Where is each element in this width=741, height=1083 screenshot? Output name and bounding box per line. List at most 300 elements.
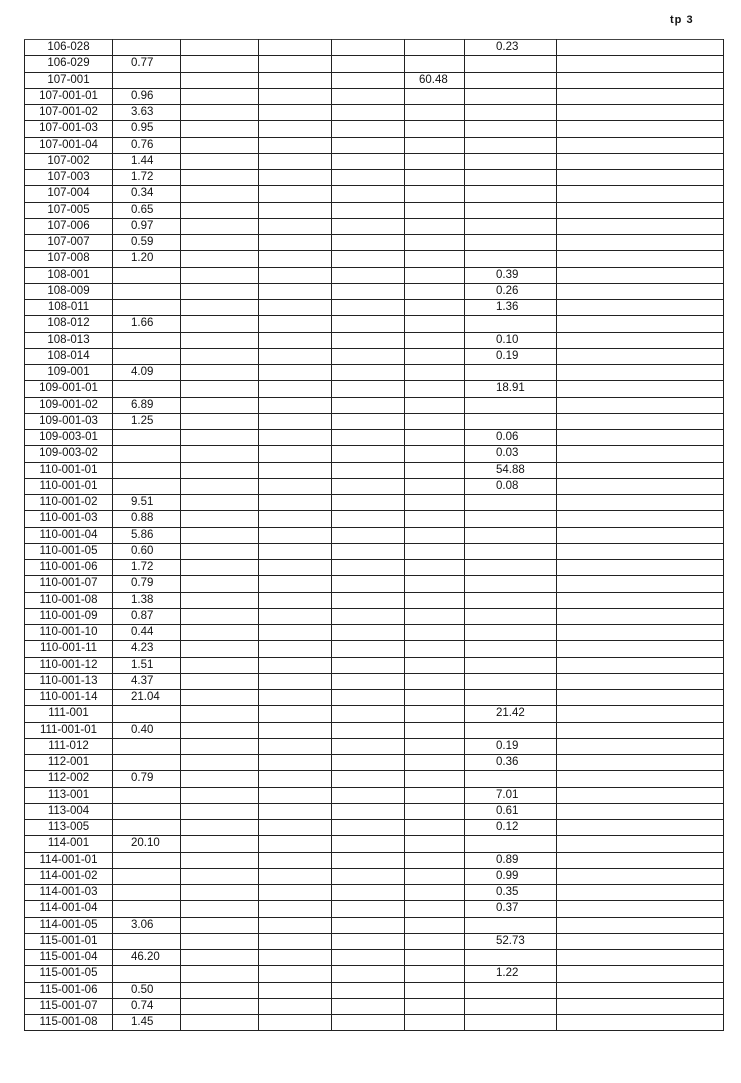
empty-cell — [181, 348, 259, 364]
value-col-a-cell: 0.65 — [113, 202, 181, 218]
empty-cell — [259, 706, 332, 722]
empty-cell — [259, 1015, 332, 1031]
parcel-code-cell: 110-001-14 — [25, 690, 113, 706]
table-row — [25, 105, 724, 121]
value-col-a-cell — [113, 901, 181, 917]
empty-cell — [181, 803, 259, 819]
empty-cell — [557, 787, 724, 803]
empty-cell — [181, 868, 259, 884]
value-col-a-cell — [113, 885, 181, 901]
empty-cell — [181, 105, 259, 121]
empty-cell — [332, 105, 405, 121]
parcel-code-cell: 107-004 — [25, 186, 113, 202]
value-col-f-cell — [465, 836, 557, 852]
value-col-e-cell — [405, 121, 465, 137]
empty-cell — [557, 885, 724, 901]
data-table — [24, 39, 724, 1031]
parcel-code-cell: 109-001-03 — [25, 413, 113, 429]
parcel-code-cell: 110-001-02 — [25, 495, 113, 511]
empty-cell — [557, 933, 724, 949]
value-col-f-cell — [465, 527, 557, 543]
empty-cell — [181, 998, 259, 1014]
empty-cell — [259, 381, 332, 397]
empty-cell — [259, 950, 332, 966]
parcel-code-cell: 113-001 — [25, 787, 113, 803]
parcel-code-cell: 114-001-01 — [25, 852, 113, 868]
value-col-f-cell — [465, 495, 557, 511]
empty-cell — [557, 966, 724, 982]
empty-cell — [332, 641, 405, 657]
value-col-e-cell — [405, 917, 465, 933]
table-row — [25, 478, 724, 494]
value-col-e-cell — [405, 153, 465, 169]
empty-cell — [181, 40, 259, 56]
empty-cell — [332, 657, 405, 673]
value-col-e-cell — [405, 316, 465, 332]
empty-cell — [181, 235, 259, 251]
parcel-code-cell: 109-001-01 — [25, 381, 113, 397]
empty-cell — [181, 511, 259, 527]
table-row — [25, 72, 724, 88]
value-col-e-cell — [405, 430, 465, 446]
value-col-a-cell: 3.06 — [113, 917, 181, 933]
empty-cell — [332, 478, 405, 494]
value-col-e-cell — [405, 803, 465, 819]
value-col-e-cell — [405, 235, 465, 251]
parcel-code-cell: 114-001-05 — [25, 917, 113, 933]
value-col-f-cell: 0.99 — [465, 868, 557, 884]
value-col-a-cell: 0.74 — [113, 998, 181, 1014]
empty-cell — [181, 722, 259, 738]
empty-cell — [332, 218, 405, 234]
value-col-f-cell — [465, 592, 557, 608]
empty-cell — [259, 868, 332, 884]
empty-cell — [259, 917, 332, 933]
empty-cell — [181, 153, 259, 169]
empty-cell — [259, 527, 332, 543]
value-col-f-cell: 0.26 — [465, 283, 557, 299]
empty-cell — [259, 72, 332, 88]
value-col-a-cell: 1.72 — [113, 170, 181, 186]
value-col-f-cell — [465, 365, 557, 381]
value-col-f-cell: 0.03 — [465, 446, 557, 462]
value-col-f-cell — [465, 576, 557, 592]
value-col-f-cell: 0.23 — [465, 40, 557, 56]
value-col-a-cell: 1.66 — [113, 316, 181, 332]
empty-cell — [332, 917, 405, 933]
table-row — [25, 933, 724, 949]
empty-cell — [557, 917, 724, 933]
table-row — [25, 365, 724, 381]
table-row — [25, 641, 724, 657]
table-row — [25, 218, 724, 234]
empty-cell — [557, 803, 724, 819]
value-col-a-cell: 1.38 — [113, 592, 181, 608]
empty-cell — [259, 397, 332, 413]
empty-cell — [259, 657, 332, 673]
value-col-a-cell — [113, 332, 181, 348]
empty-cell — [181, 560, 259, 576]
value-col-f-cell — [465, 982, 557, 998]
value-col-f-cell: 0.10 — [465, 332, 557, 348]
empty-cell — [557, 137, 724, 153]
empty-cell — [332, 836, 405, 852]
empty-cell — [332, 690, 405, 706]
value-col-e-cell — [405, 836, 465, 852]
value-col-e-cell — [405, 738, 465, 754]
value-col-e-cell — [405, 641, 465, 657]
empty-cell — [181, 592, 259, 608]
empty-cell — [181, 462, 259, 478]
table-row — [25, 1015, 724, 1031]
empty-cell — [259, 560, 332, 576]
value-col-e-cell — [405, 885, 465, 901]
value-col-f-cell — [465, 625, 557, 641]
value-col-a-cell: 0.95 — [113, 121, 181, 137]
parcel-code-cell: 114-001-04 — [25, 901, 113, 917]
empty-cell — [557, 202, 724, 218]
value-col-f-cell — [465, 316, 557, 332]
parcel-code-cell: 109-001-02 — [25, 397, 113, 413]
empty-cell — [557, 625, 724, 641]
table-row — [25, 673, 724, 689]
empty-cell — [557, 576, 724, 592]
empty-cell — [259, 755, 332, 771]
value-col-a-cell — [113, 820, 181, 836]
value-col-e-cell — [405, 608, 465, 624]
parcel-code-cell: 110-001-05 — [25, 543, 113, 559]
value-col-f-cell: 1.22 — [465, 966, 557, 982]
parcel-code-cell: 112-002 — [25, 771, 113, 787]
empty-cell — [332, 365, 405, 381]
empty-cell — [557, 820, 724, 836]
table-row — [25, 316, 724, 332]
value-col-f-cell — [465, 543, 557, 559]
value-col-e-cell — [405, 527, 465, 543]
value-col-f-cell: 0.39 — [465, 267, 557, 283]
empty-cell — [259, 365, 332, 381]
parcel-code-cell: 107-008 — [25, 251, 113, 267]
value-col-e-cell — [405, 495, 465, 511]
empty-cell — [259, 446, 332, 462]
empty-cell — [557, 657, 724, 673]
value-col-f-cell — [465, 170, 557, 186]
table-row — [25, 446, 724, 462]
parcel-code-cell: 108-009 — [25, 283, 113, 299]
table-row — [25, 170, 724, 186]
empty-cell — [557, 300, 724, 316]
value-col-a-cell — [113, 787, 181, 803]
empty-cell — [259, 283, 332, 299]
value-col-f-cell — [465, 608, 557, 624]
empty-cell — [557, 316, 724, 332]
value-col-f-cell — [465, 56, 557, 72]
value-col-a-cell — [113, 966, 181, 982]
empty-cell — [332, 446, 405, 462]
value-col-f-cell — [465, 202, 557, 218]
value-col-f-cell — [465, 186, 557, 202]
empty-cell — [557, 413, 724, 429]
empty-cell — [259, 625, 332, 641]
empty-cell — [259, 852, 332, 868]
empty-cell — [181, 1015, 259, 1031]
empty-cell — [181, 56, 259, 72]
value-col-e-cell — [405, 478, 465, 494]
empty-cell — [181, 836, 259, 852]
value-col-f-cell: 52.73 — [465, 933, 557, 949]
value-col-e-cell — [405, 592, 465, 608]
empty-cell — [557, 365, 724, 381]
table-row — [25, 690, 724, 706]
empty-cell — [332, 608, 405, 624]
empty-cell — [259, 478, 332, 494]
value-col-a-cell — [113, 446, 181, 462]
empty-cell — [181, 657, 259, 673]
value-col-a-cell: 4.23 — [113, 641, 181, 657]
table-row — [25, 722, 724, 738]
parcel-code-cell: 110-001-06 — [25, 560, 113, 576]
empty-cell — [557, 121, 724, 137]
value-col-f-cell — [465, 218, 557, 234]
parcel-code-cell: 107-001-03 — [25, 121, 113, 137]
value-col-e-cell — [405, 300, 465, 316]
value-col-f-cell — [465, 560, 557, 576]
parcel-code-cell: 110-001-01 — [25, 462, 113, 478]
empty-cell — [557, 706, 724, 722]
value-col-e-cell — [405, 218, 465, 234]
empty-cell — [557, 267, 724, 283]
value-col-e-cell — [405, 511, 465, 527]
empty-cell — [557, 251, 724, 267]
parcel-code-cell: 115-001-07 — [25, 998, 113, 1014]
empty-cell — [557, 560, 724, 576]
empty-cell — [332, 950, 405, 966]
empty-cell — [557, 836, 724, 852]
empty-cell — [557, 478, 724, 494]
value-col-a-cell: 20.10 — [113, 836, 181, 852]
empty-cell — [259, 137, 332, 153]
parcel-code-cell: 108-014 — [25, 348, 113, 364]
empty-cell — [259, 511, 332, 527]
empty-cell — [181, 755, 259, 771]
parcel-code-cell: 108-013 — [25, 332, 113, 348]
table-row — [25, 267, 724, 283]
empty-cell — [332, 625, 405, 641]
table-row — [25, 413, 724, 429]
table-row — [25, 202, 724, 218]
empty-cell — [332, 170, 405, 186]
empty-cell — [332, 738, 405, 754]
empty-cell — [332, 852, 405, 868]
value-col-e-cell — [405, 560, 465, 576]
empty-cell — [259, 966, 332, 982]
value-col-e-cell — [405, 137, 465, 153]
empty-cell — [557, 868, 724, 884]
empty-cell — [557, 40, 724, 56]
table-row — [25, 592, 724, 608]
parcel-code-cell: 115-001-01 — [25, 933, 113, 949]
table-row — [25, 186, 724, 202]
empty-cell — [181, 413, 259, 429]
value-col-f-cell — [465, 105, 557, 121]
table-row — [25, 836, 724, 852]
empty-cell — [332, 933, 405, 949]
empty-cell — [332, 397, 405, 413]
value-col-f-cell — [465, 917, 557, 933]
value-col-a-cell: 0.50 — [113, 982, 181, 998]
empty-cell — [332, 332, 405, 348]
empty-cell — [259, 543, 332, 559]
table-row — [25, 998, 724, 1014]
value-col-e-cell — [405, 820, 465, 836]
empty-cell — [557, 218, 724, 234]
empty-cell — [259, 413, 332, 429]
value-col-a-cell — [113, 348, 181, 364]
table-row — [25, 755, 724, 771]
empty-cell — [181, 901, 259, 917]
empty-cell — [557, 852, 724, 868]
value-col-e-cell — [405, 251, 465, 267]
table-row — [25, 738, 724, 754]
parcel-code-cell: 113-005 — [25, 820, 113, 836]
value-col-f-cell — [465, 511, 557, 527]
empty-cell — [557, 72, 724, 88]
empty-cell — [332, 72, 405, 88]
table-body — [25, 40, 724, 1031]
empty-cell — [181, 170, 259, 186]
value-col-e-cell — [405, 543, 465, 559]
parcel-code-cell: 110-001-07 — [25, 576, 113, 592]
empty-cell — [557, 641, 724, 657]
empty-cell — [259, 88, 332, 104]
empty-cell — [332, 495, 405, 511]
table-row — [25, 511, 724, 527]
parcel-code-cell: 114-001 — [25, 836, 113, 852]
empty-cell — [332, 673, 405, 689]
value-col-a-cell: 1.25 — [113, 413, 181, 429]
empty-cell — [181, 137, 259, 153]
empty-cell — [181, 72, 259, 88]
empty-cell — [181, 365, 259, 381]
value-col-e-cell — [405, 283, 465, 299]
table-row — [25, 560, 724, 576]
empty-cell — [557, 527, 724, 543]
empty-cell — [181, 576, 259, 592]
empty-cell — [332, 430, 405, 446]
value-col-a-cell: 9.51 — [113, 495, 181, 511]
value-col-f-cell: 0.89 — [465, 852, 557, 868]
value-col-f-cell: 1.36 — [465, 300, 557, 316]
empty-cell — [332, 137, 405, 153]
value-col-f-cell — [465, 657, 557, 673]
value-col-e-cell — [405, 933, 465, 949]
empty-cell — [181, 641, 259, 657]
value-col-f-cell — [465, 397, 557, 413]
value-col-a-cell — [113, 933, 181, 949]
parcel-code-cell: 107-002 — [25, 153, 113, 169]
empty-cell — [332, 56, 405, 72]
parcel-code-cell: 107-001-04 — [25, 137, 113, 153]
parcel-code-cell: 109-003-01 — [25, 430, 113, 446]
empty-cell — [181, 608, 259, 624]
table-row — [25, 885, 724, 901]
empty-cell — [332, 40, 405, 56]
value-col-e-cell — [405, 105, 465, 121]
empty-cell — [259, 576, 332, 592]
parcel-code-cell: 112-001 — [25, 755, 113, 771]
value-col-a-cell: 21.04 — [113, 690, 181, 706]
table-row — [25, 527, 724, 543]
empty-cell — [259, 885, 332, 901]
empty-cell — [181, 495, 259, 511]
empty-cell — [557, 608, 724, 624]
value-col-f-cell — [465, 641, 557, 657]
empty-cell — [557, 690, 724, 706]
value-col-a-cell: 0.34 — [113, 186, 181, 202]
value-col-e-cell — [405, 966, 465, 982]
empty-cell — [259, 267, 332, 283]
value-col-a-cell: 1.72 — [113, 560, 181, 576]
empty-cell — [332, 722, 405, 738]
value-col-e-cell — [405, 982, 465, 998]
empty-cell — [181, 771, 259, 787]
table-row — [25, 868, 724, 884]
value-col-f-cell — [465, 121, 557, 137]
value-col-a-cell: 1.45 — [113, 1015, 181, 1031]
empty-cell — [332, 283, 405, 299]
table-row — [25, 381, 724, 397]
empty-cell — [181, 316, 259, 332]
parcel-code-cell: 110-001-13 — [25, 673, 113, 689]
empty-cell — [181, 283, 259, 299]
parcel-code-cell: 108-012 — [25, 316, 113, 332]
empty-cell — [181, 332, 259, 348]
table-row — [25, 625, 724, 641]
empty-cell — [181, 186, 259, 202]
value-col-a-cell: 5.86 — [113, 527, 181, 543]
table-row — [25, 803, 724, 819]
value-col-f-cell — [465, 998, 557, 1014]
empty-cell — [557, 430, 724, 446]
empty-cell — [332, 1015, 405, 1031]
empty-cell — [181, 966, 259, 982]
empty-cell — [181, 982, 259, 998]
empty-cell — [557, 771, 724, 787]
value-col-f-cell: 54.88 — [465, 462, 557, 478]
value-col-e-cell — [405, 462, 465, 478]
parcel-code-cell: 107-007 — [25, 235, 113, 251]
empty-cell — [557, 673, 724, 689]
empty-cell — [557, 495, 724, 511]
value-col-a-cell — [113, 300, 181, 316]
parcel-code-cell: 111-001-01 — [25, 722, 113, 738]
empty-cell — [332, 153, 405, 169]
value-col-f-cell: 21.42 — [465, 706, 557, 722]
empty-cell — [557, 462, 724, 478]
empty-cell — [181, 787, 259, 803]
empty-cell — [557, 186, 724, 202]
parcel-code-cell: 114-001-03 — [25, 885, 113, 901]
parcel-code-cell: 110-001-08 — [25, 592, 113, 608]
empty-cell — [557, 738, 724, 754]
empty-cell — [259, 933, 332, 949]
empty-cell — [332, 576, 405, 592]
table-row — [25, 495, 724, 511]
value-col-e-cell — [405, 657, 465, 673]
value-col-a-cell: 1.44 — [113, 153, 181, 169]
value-col-f-cell: 0.19 — [465, 348, 557, 364]
value-col-e-cell — [405, 56, 465, 72]
